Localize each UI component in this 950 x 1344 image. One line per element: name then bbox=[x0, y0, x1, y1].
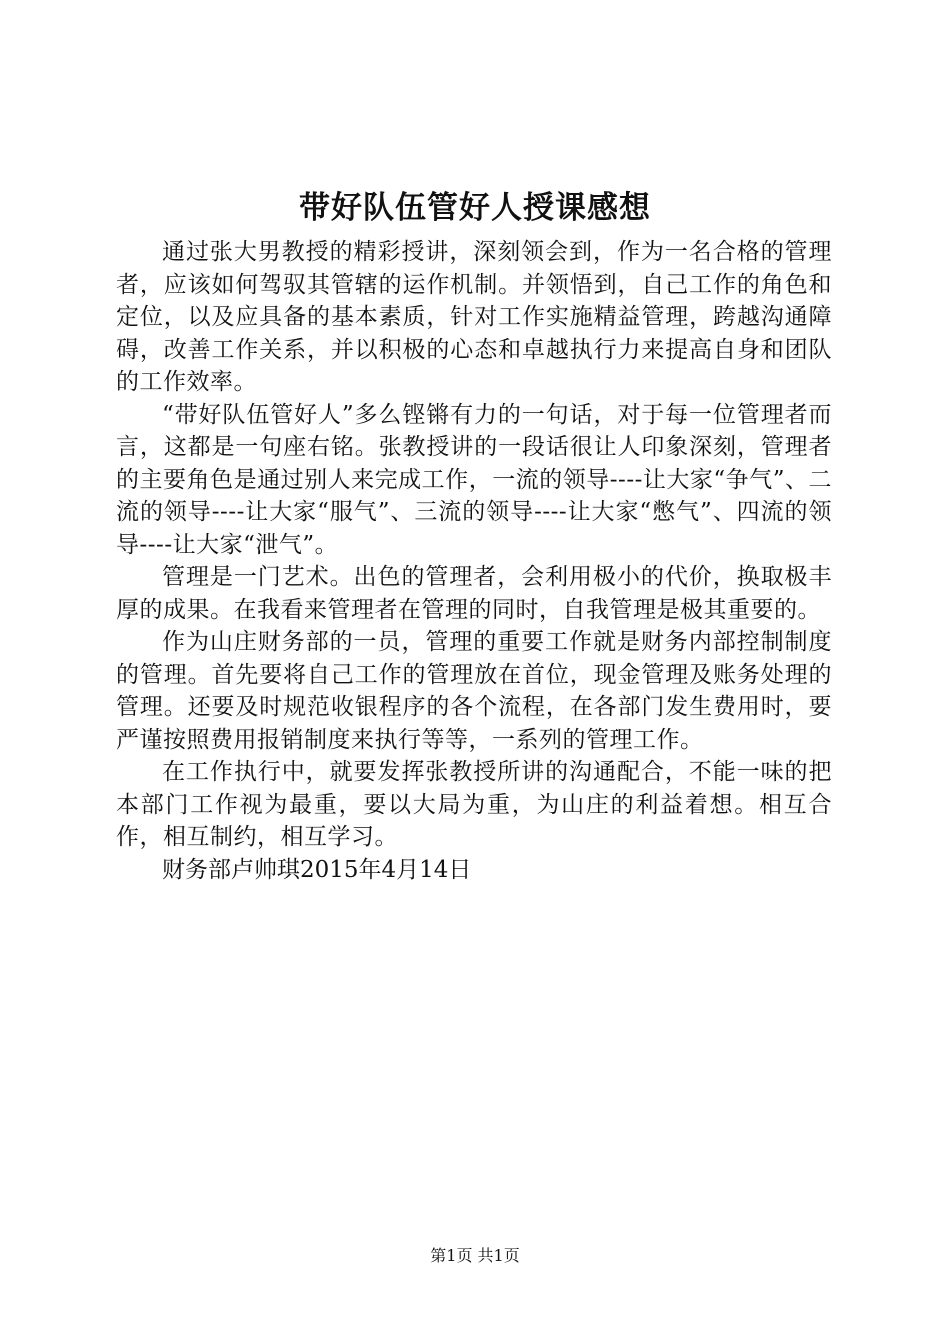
document-title: 带好队伍管好人授课感想 bbox=[299, 190, 651, 226]
paragraph-5: 在工作执行中，就要发挥张教授所讲的沟通配合，不能一味的把本部门工作视为最重，要以大局为重，为山庄的利益着想。相互合作，相互制约，相互学习。 bbox=[116, 759, 832, 850]
paragraph-2: “带好队伍管好人”多么铿锵有力的一句话，对于每一位管理者而言，这都是一句座右铭。张教授讲的一段话很让人印象深刻，管理者的主要角色是通过别人来完成工作，一流的领导----让大家“争气”、二流的领导----让大家“服气”、三流的领导----让大家“憋气”、四流的领导----让大家“泄气”。 bbox=[116, 401, 832, 558]
document-body bbox=[116, 236, 832, 886]
paragraph-4: 作为山庄财务部的一员，管理的重要工作就是财务内部控制制度的管理。首先要将自己工作的管理放在首位，现金管理及账务处理的管理。还要及时规范收银程序的各个流程，在各部门发生费用时，要严谨按照费用报销制度来执行等等，一系列的管理工作。 bbox=[116, 629, 832, 753]
signature-line: 财务部卢帅琪2015年4月14日 bbox=[162, 856, 472, 883]
page-footer: 第1页 共1页 bbox=[430, 1246, 520, 1265]
paragraph-3: 管理是一门艺术。出色的管理者，会利用极小的代价，换取极丰厚的成果。在我看来管理者在管理的同时，自我管理是极其重要的。 bbox=[116, 564, 832, 623]
paragraph-1: 通过张大男教授的精彩授讲，深刻领会到，作为一名合格的管理者，应该如何驾驭其管辖的运作机制。并领悟到，自己工作的角色和定位，以及应具备的基本素质，针对工作实施精益管理，跨越沟通障碍，改善工作关系，并以积极的心态和卓越执行力来提高自身和团队的工作效率。 bbox=[116, 239, 832, 395]
